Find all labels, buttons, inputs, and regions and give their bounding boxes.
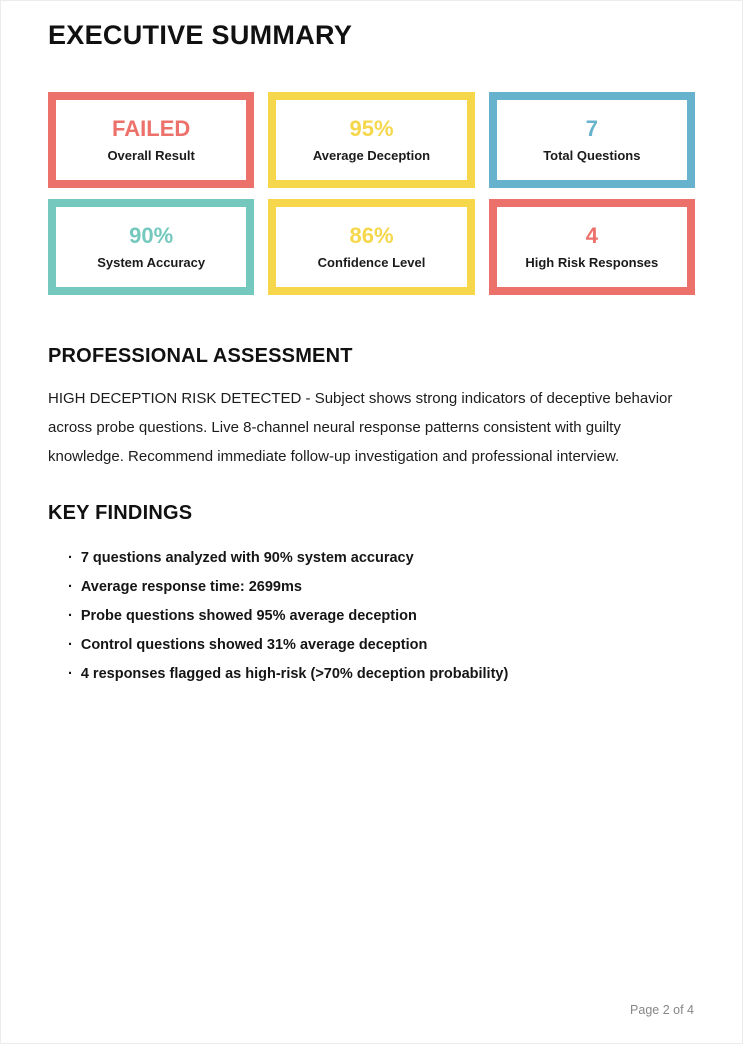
page-title: EXECUTIVE SUMMARY xyxy=(48,20,353,50)
list-item xyxy=(68,578,695,596)
metric-label: Total Questions xyxy=(543,148,641,163)
finding-text: Probe questions showed 95% average deception xyxy=(80,608,417,624)
key-findings-section xyxy=(48,502,695,683)
metric-label: Average Deception xyxy=(312,148,431,163)
professional-assessment-heading: PROFESSIONAL ASSESSMENT xyxy=(48,345,353,367)
metric-value: 4 xyxy=(585,223,598,248)
metric-value: 86% xyxy=(349,223,394,248)
metric-value: 90% xyxy=(129,223,174,248)
metric-card-confidence-level xyxy=(268,199,474,295)
metric-cards-grid xyxy=(48,92,695,295)
metric-card-total-questions xyxy=(489,92,695,188)
bullet-icon: · xyxy=(68,637,73,653)
professional-assessment-body: HIGH DECEPTION RISK DETECTED - Subject shows strong indicators of deceptive behavior across probe questions. Live 8-channel neural response patterns consistent with guilty knowledge. Recommend immediate follow-up investigation and professional interview. xyxy=(48,390,673,465)
metric-card-system-accuracy xyxy=(48,199,254,295)
finding-text: 7 questions analyzed with 90% system accuracy xyxy=(80,550,414,566)
metric-label: Overall Result xyxy=(107,148,195,163)
metric-value: FAILED xyxy=(112,116,191,141)
metric-value: 7 xyxy=(585,116,598,141)
metric-label: High Risk Responses xyxy=(525,255,659,270)
key-findings-list xyxy=(48,549,695,683)
bullet-icon: · xyxy=(68,608,73,624)
metric-value: 95% xyxy=(349,116,394,141)
finding-text: Control questions showed 31% average deception xyxy=(80,637,428,653)
metric-label: System Accuracy xyxy=(97,255,206,270)
finding-text: Average response time: 2699ms xyxy=(80,579,302,595)
metric-card-high-risk-responses xyxy=(489,199,695,295)
metric-card-average-deception xyxy=(268,92,474,188)
bullet-icon: · xyxy=(68,550,73,566)
finding-text: 4 responses flagged as high-risk (>70% deception probability) xyxy=(80,666,509,682)
key-findings-heading: KEY FINDINGS xyxy=(48,502,193,524)
metric-card-overall-result xyxy=(48,92,254,188)
page-content xyxy=(1,1,742,683)
list-item xyxy=(68,636,695,654)
list-item xyxy=(68,665,695,683)
metric-label: Confidence Level xyxy=(317,255,426,270)
list-item xyxy=(68,607,695,625)
bullet-icon: · xyxy=(68,579,73,595)
professional-assessment-section xyxy=(48,345,695,471)
bullet-icon: · xyxy=(68,666,73,682)
page-number: Page 2 of 4 xyxy=(630,1003,694,1017)
list-item xyxy=(68,549,695,567)
